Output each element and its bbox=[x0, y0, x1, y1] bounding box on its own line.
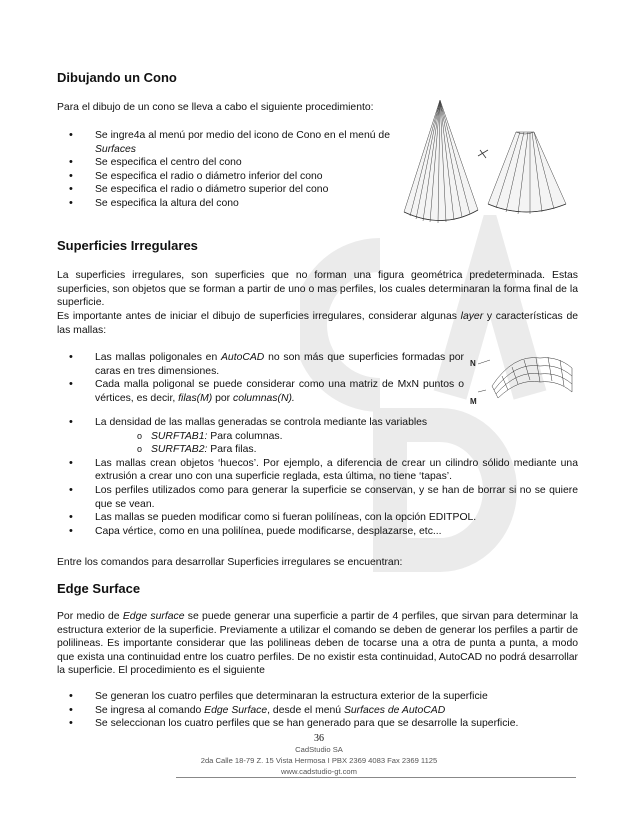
list-item: • Se generan los cuatro perfiles que determinaran la estructura exterior de la superficie bbox=[57, 690, 578, 704]
irregular-closing: Entre los comandos para desarrollar Superficies irregulares se encuentran: bbox=[57, 557, 403, 568]
list-item: • Se ingre4a al menú por medio del icono de Cono en el menú de Surfaces bbox=[57, 129, 390, 156]
list-item: • Se especifica la altura del cono bbox=[57, 197, 390, 211]
cone-intro: Para el dibujo de un cono se lleva a cabo el siguiente procedimiento: bbox=[57, 102, 374, 113]
list-item: • Se especifica el radio o diámetro inferior del cono bbox=[57, 170, 390, 184]
list-item: • Las mallas se pueden modificar como si fueran polilíneas, con la opción EDITPOL. bbox=[57, 511, 578, 525]
list-item: • Se especifica el centro del cono bbox=[57, 156, 390, 170]
cone-illustration bbox=[398, 92, 578, 232]
edge-steps-list bbox=[57, 690, 578, 731]
sub-list-item: o SURFTAB2: Para filas. bbox=[57, 443, 578, 457]
heading-edge-surface: Edge Surface bbox=[57, 581, 141, 596]
heading-cone: Dibujando un Cono bbox=[57, 70, 177, 85]
edge-paragraph: Por medio de Edge surface se puede generar una superficie a partir de 4 perfiles, que sirvan para determinar la estructura exterior de la superficie. Previamente a utilizar el comando se deben de generar los perfiles a partir de polilineas. Es importante considerar que las polilineas deben de tocarse una a otra de punta a punta, a modo que exista una continuidad entre los cuatro perfiles. De no existir esta continuidad, AutoCAD no podrá desarrollar la superficie. El procedimiento es el siguiente bbox=[57, 611, 578, 677]
mesh-label-n: N bbox=[470, 359, 476, 368]
footer-rule bbox=[176, 777, 576, 778]
list-item: • Las mallas poligonales en AutoCAD no son más que superficies formadas por caras en tres dimensiones. bbox=[57, 351, 464, 378]
footer-website: www.cadstudio-gt.com bbox=[281, 767, 357, 776]
list-item: • Cada malla poligonal se puede considerar como una matriz de MxN puntos o vértices, es decir, filas(M) por columnas(N). bbox=[57, 378, 464, 405]
list-item: • Se especifica el radio o diámetro superior del cono bbox=[57, 183, 390, 197]
footer-address: 2da Calle 18-79 Z. 15 Vista Hermosa I PBX 2369 4083 Fax 2369 1125 bbox=[200, 756, 438, 765]
cone-steps-list bbox=[57, 129, 390, 211]
list-item: • Se seleccionan los cuatro perfiles que se han generado para que se desarrolle la superficie. bbox=[57, 717, 578, 731]
sub-list-item: o SURFTAB1: Para columnas. bbox=[57, 430, 578, 444]
mesh-list-b bbox=[57, 416, 578, 538]
list-item: • Capa vértice, como en una polilínea, puede modificarse, desplazarse, etc... bbox=[57, 525, 578, 539]
mesh-list-a bbox=[57, 351, 464, 405]
list-item: • Se ingresa al comando Edge Surface, desde el menú Surfaces de AutoCAD bbox=[57, 704, 578, 718]
list-item: • La densidad de las mallas generadas se controla mediante las variables bbox=[57, 416, 578, 430]
footer-company: CadStudio SA bbox=[295, 745, 343, 754]
mesh-label-m: M bbox=[470, 397, 477, 406]
list-item: • Las mallas crean objetos ‘huecos’. Por ejemplo, a diferencia de crear un cilindro sólido mediante una extrusión a crear uno con una superficie reglada, esta última, no tiene ‘tapas’. bbox=[57, 457, 578, 484]
irregular-intro: La superficies irregulares, son superficies que no forman una figura geométrica predeterminada. Estas superficies, son objetos que se forman a partir de uno o mas perfiles, los cuales determinaran la forma final de la superficie. bbox=[57, 270, 578, 309]
irregular-p2: Es importante antes de iniciar el dibujo de superficies irregulares, considerar algunas layer y características de las mallas: bbox=[57, 311, 578, 336]
heading-irregular: Superficies Irregulares bbox=[57, 238, 198, 253]
mesh-illustration bbox=[468, 346, 580, 410]
page-number: 36 bbox=[314, 733, 324, 744]
list-item: • Los perfiles utilizados como para generar la superficie se conservan, y se han de borrar si no se quiere que se vean. bbox=[57, 484, 578, 511]
